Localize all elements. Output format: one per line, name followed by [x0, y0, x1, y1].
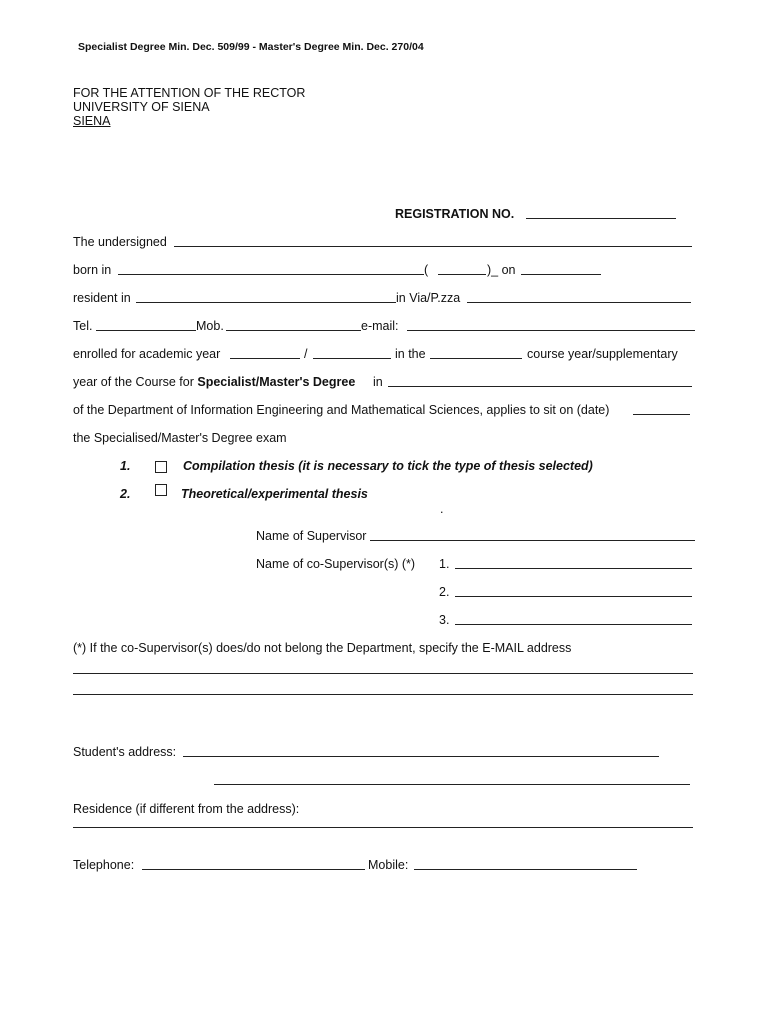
mob-field[interactable] — [226, 330, 361, 331]
undersigned-label: The undersigned — [73, 235, 167, 249]
thesis-option-2-checkbox[interactable] — [155, 484, 167, 496]
tel-field[interactable] — [96, 330, 196, 331]
paren-close-on: )_ on — [487, 263, 516, 277]
email-address-line-2[interactable] — [73, 694, 693, 695]
academic-year-end-field[interactable] — [313, 358, 391, 359]
via-field[interactable] — [467, 302, 691, 303]
course-label-in: in — [373, 375, 383, 389]
recipient-line-2: UNIVERSITY OF SIENA — [73, 100, 210, 114]
residence-label: Residence (if different from the address): — [73, 802, 300, 816]
academic-year-start-field[interactable] — [230, 358, 300, 359]
exam-date-field[interactable] — [633, 414, 690, 415]
recipient-line-3: SIENA — [73, 114, 111, 128]
undersigned-field[interactable] — [174, 246, 692, 247]
thesis-option-1-number: 1. — [120, 459, 131, 473]
exam-label: the Specialised/Master's Degree exam — [73, 431, 287, 445]
stray-dot: . — [440, 502, 444, 516]
telephone-label: Telephone: — [73, 858, 135, 872]
recipient-line-1: FOR THE ATTENTION OF THE RECTOR — [73, 86, 306, 100]
co-supervisor-note: (*) If the co-Supervisor(s) does/do not belong the Department, specify the E-MAIL address — [73, 641, 572, 655]
course-year-label: course year/supplementary — [527, 347, 678, 361]
birth-date-field[interactable] — [521, 274, 601, 275]
supervisor-field[interactable] — [370, 540, 695, 541]
co-supervisor-2-field[interactable] — [455, 596, 692, 597]
telephone-field[interactable] — [142, 869, 365, 870]
mob-label: Mob. — [196, 319, 224, 333]
co-supervisor-1-number: 1. — [439, 557, 450, 571]
co-supervisor-3-number: 3. — [439, 613, 450, 627]
mobile-label: Mobile: — [368, 858, 409, 872]
document-header: Specialist Degree Min. Dec. 509/99 - Master's Degree Min. Dec. 270/04 — [78, 41, 424, 53]
email-address-line-1[interactable] — [73, 673, 693, 674]
course-label-pre: year of the Course for — [73, 375, 198, 389]
co-supervisor-2-number: 2. — [439, 585, 450, 599]
course-label — [73, 375, 355, 389]
born-in-field[interactable] — [118, 274, 424, 275]
email-field[interactable] — [407, 330, 695, 331]
course-year-field[interactable] — [430, 358, 522, 359]
via-label: in Via/P.zza — [396, 291, 461, 305]
course-label-bold: Specialist/Master's Degree — [197, 375, 356, 389]
co-supervisor-label: Name of co-Supervisor(s) (*) — [256, 557, 416, 571]
student-address-field-1[interactable] — [183, 756, 659, 757]
course-field[interactable] — [388, 386, 692, 387]
enrolled-label: enrolled for academic year — [73, 347, 221, 361]
mobile-field[interactable] — [414, 869, 637, 870]
tel-label: Tel. — [73, 319, 93, 333]
thesis-option-2-number: 2. — [120, 487, 131, 501]
student-address-label: Student's address: — [73, 745, 177, 759]
born-in-label: born in — [73, 263, 112, 277]
resident-in-label: resident in — [73, 291, 131, 305]
department-label: of the Department of Information Engineering and Mathematical Sciences, applies to sit on (date) — [73, 403, 610, 417]
registration-label: REGISTRATION NO. — [395, 207, 515, 221]
email-label: e-mail: — [361, 319, 399, 333]
student-address-field-2[interactable] — [214, 784, 690, 785]
in-the-label: in the — [395, 347, 426, 361]
registration-field[interactable] — [526, 218, 676, 219]
thesis-option-1-label: Compilation thesis (it is necessary to tick the type of thesis selected) — [183, 459, 593, 473]
supervisor-label: Name of Supervisor — [256, 529, 367, 543]
residence-field[interactable] — [73, 827, 693, 828]
province-field[interactable] — [438, 274, 486, 275]
co-supervisor-3-field[interactable] — [455, 624, 692, 625]
thesis-option-1-checkbox[interactable] — [155, 461, 167, 473]
thesis-option-2-label: Theoretical/experimental thesis — [181, 487, 368, 501]
slash: / — [304, 347, 308, 361]
co-supervisor-1-field[interactable] — [455, 568, 692, 569]
resident-in-field[interactable] — [136, 302, 396, 303]
paren-open: ( — [424, 263, 429, 277]
